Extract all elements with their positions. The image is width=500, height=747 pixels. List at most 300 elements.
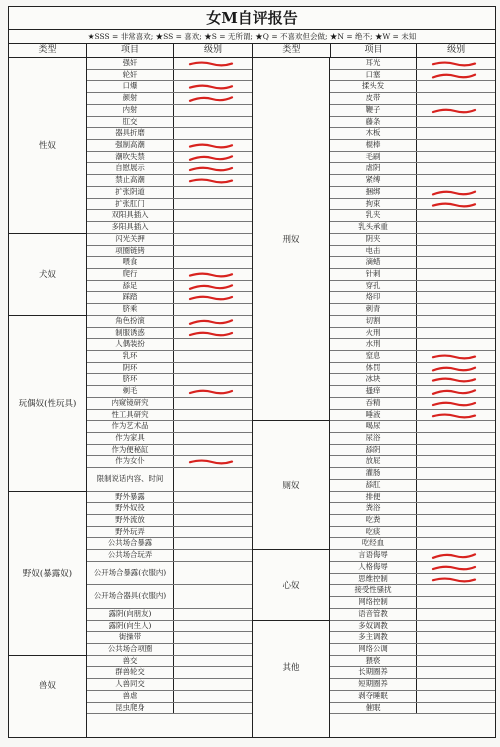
level-cell [174,585,252,607]
level-cell [174,70,252,81]
level-cell [417,117,495,128]
item-label: 虐阴 [330,163,417,174]
item-label: 火刑 [330,328,417,339]
item-label: 野外暴露 [87,492,174,503]
table-row [330,703,495,715]
level-cell [417,585,495,596]
red-pen-mark [431,564,477,571]
level-cell [417,152,495,163]
level-cell [417,210,495,221]
item-label: 兽交 [87,656,174,667]
table-row [87,210,252,222]
level-cell [174,456,252,467]
item-label: 扩张阴道 [87,187,174,198]
level-cell [417,328,495,339]
level-cell [417,292,495,303]
table-row [87,81,252,93]
item-label: 粪浴 [330,503,417,514]
category-label: 玩偶奴(性玩具) [9,316,86,492]
level-cell [417,421,495,432]
table-row [87,527,252,539]
level-cell [174,187,252,198]
table-row [330,292,495,304]
table-row [330,199,495,211]
item-label: 自慰展示 [87,163,174,174]
table-row [330,445,495,457]
item-label: 语音管教 [330,609,417,620]
item-label: 捆绑 [330,187,417,198]
level-cell [417,363,495,374]
item-label: 喝尿 [330,421,417,432]
level-cell [174,421,252,432]
header-level: 级别 [447,45,466,55]
table-row [330,644,495,656]
level-cell [174,433,252,444]
item-label: 棍棒 [330,140,417,151]
table-row [330,691,495,703]
table-row [87,492,252,504]
item-label: 剥夺睡眠 [330,691,417,702]
item-label: 藤条 [330,117,417,128]
item-label: 乳环 [87,351,174,362]
item-label: 水刑 [330,339,417,350]
table-row [87,70,252,82]
level-cell [417,456,495,467]
red-pen-mark [431,353,477,360]
table-row [87,445,252,457]
level-cell [417,609,495,620]
item-label: 群兽轮交 [87,667,174,678]
red-pen-mark [188,388,234,395]
table-row [87,632,252,644]
item-label: 言语侮辱 [330,550,417,561]
level-cell [417,656,495,667]
category-column [9,58,87,738]
item-label: 思维控制 [330,574,417,585]
table-row [87,421,252,433]
red-pen-mark [431,376,477,383]
item-label: 穿孔 [330,281,417,292]
item-label: 阴环 [87,363,174,374]
level-cell [174,609,252,620]
level-cell [174,468,252,490]
level-cell [174,246,252,257]
item-label: 剃毛 [87,386,174,397]
table-row [87,128,252,140]
level-cell [417,269,495,280]
item-label: 体罚 [330,363,417,374]
table-row [330,597,495,609]
table-row [330,70,495,82]
table-row [87,199,252,211]
level-cell [174,281,252,292]
table-row [87,703,252,715]
table-row [330,386,495,398]
table-row [330,339,495,351]
level-cell [417,703,495,714]
table-row [330,58,495,70]
category-label: 刑奴 [253,58,329,421]
table-row [330,632,495,644]
item-label: 脐乘 [87,304,174,315]
item-label: 兽虐 [87,691,174,702]
table-row [87,105,252,117]
table-row [87,503,252,515]
item-column [87,58,252,738]
item-label: 作为便秘缸 [87,445,174,456]
table-row [330,585,495,597]
item-label: 乳夹 [330,210,417,221]
item-label: 作为艺术品 [87,421,174,432]
table-row [330,398,495,410]
red-pen-mark [431,400,477,407]
level-cell [174,175,252,186]
table-row [330,480,495,492]
level-cell [417,492,495,503]
item-label: 乳头承重 [330,222,417,233]
table-row [87,468,252,491]
item-label: 颜射 [87,93,174,104]
table-row [87,585,252,608]
level-cell [174,374,252,385]
table-row [87,363,252,375]
level-cell [417,163,495,174]
item-label: 野外奴役 [87,503,174,514]
item-label: 舔足 [87,281,174,292]
item-label: 器具折磨 [87,128,174,139]
red-pen-mark [188,318,234,325]
table-row [330,679,495,691]
item-label: 滴蜡 [330,257,417,268]
table-row [87,398,252,410]
item-label: 灌肠 [330,468,417,479]
item-label: 内窥镜研究 [87,398,174,409]
red-pen-mark [188,165,234,172]
table-row [87,538,252,550]
item-label: 搔痒 [330,386,417,397]
table-row [87,269,252,281]
item-label: 木板 [330,128,417,139]
level-cell [174,292,252,303]
item-label: 制服诱惑 [87,328,174,339]
level-cell [417,527,495,538]
item-label: 潮吹失禁 [87,152,174,163]
table-row [330,621,495,633]
table-row [87,328,252,340]
red-pen-mark [431,72,477,79]
table-row [330,175,495,187]
item-label: 刺青 [330,304,417,315]
item-label: 扩张肛门 [87,199,174,210]
red-pen-mark [188,83,234,90]
level-cell [417,105,495,116]
item-label: 短期圈养 [330,679,417,690]
table-row [87,304,252,316]
level-cell [417,222,495,233]
item-label: 爬行 [87,269,174,280]
item-label: 强制高潮 [87,140,174,151]
table-row [330,515,495,527]
level-cell [174,527,252,538]
level-cell [417,234,495,245]
red-pen-mark [188,294,234,301]
table-row [330,316,495,328]
item-label: 揉头发 [330,81,417,92]
table-row [330,187,495,199]
level-cell [174,199,252,210]
table-row [87,163,252,175]
header-type: 类型 [253,44,331,57]
level-cell [174,117,252,128]
item-label: 切割 [330,316,417,327]
level-cell [417,550,495,561]
level-cell [417,70,495,81]
column-headers [9,44,252,58]
item-label: 窒息 [330,351,417,362]
item-label: 网络控制 [330,597,417,608]
level-cell [174,269,252,280]
table-row [330,374,495,386]
item-label: 肛交 [87,117,174,128]
level-cell [417,621,495,632]
rating-legend: ★SSS = 非常喜欢; ★SS = 喜欢; ★S = 无所谓; ★Q = 不喜欢但会做; ★N = 绝不; ★W = 未知 [9,30,495,44]
item-label: 接受性骚扰 [330,585,417,596]
table-row [330,117,495,129]
item-label: 电击 [330,246,417,257]
table-row [87,175,252,187]
level-cell [417,632,495,643]
item-label: 催眠 [330,703,417,714]
table-row [87,433,252,445]
table-row [87,621,252,633]
table-row [330,328,495,340]
item-label: 冰块 [330,374,417,385]
item-label: 人偶装扮 [87,339,174,350]
level-cell [417,398,495,409]
item-label: 尿浴 [330,433,417,444]
table-row [87,234,252,246]
red-pen-mark [188,95,234,102]
item-label: 多主调教 [330,632,417,643]
table-row [330,609,495,621]
item-label: 吃粪 [330,515,417,526]
level-cell [174,363,252,374]
category-label: 性奴 [9,58,86,234]
table-row [87,667,252,679]
level-cell [417,175,495,186]
table-row [87,316,252,328]
item-label: 禁止高潮 [87,175,174,186]
level-cell [174,58,252,69]
table-row [330,210,495,222]
table-row [330,503,495,515]
level-cell [174,667,252,678]
level-cell [417,339,495,350]
table-row [87,550,252,562]
item-label: 口爆 [87,81,174,92]
table-row [330,222,495,234]
table-row [87,656,252,668]
red-pen-mark [431,388,477,395]
category-label: 犬奴 [9,234,86,316]
red-pen-mark [188,142,234,149]
table-row [330,562,495,574]
level-cell [417,691,495,702]
item-label: 喂食 [87,257,174,268]
level-cell [174,503,252,514]
header-level: 级别 [203,45,222,55]
table-row [330,667,495,679]
level-cell [174,644,252,655]
level-cell [417,574,495,585]
level-cell [174,398,252,409]
item-label: 公共场合项圈 [87,644,174,655]
item-label: 毛刷 [330,152,417,163]
table-row [87,374,252,386]
item-label: 强奸 [87,58,174,69]
table-row [87,140,252,152]
level-cell [174,351,252,362]
red-pen-mark [188,458,234,465]
table-row [87,644,252,656]
level-cell [417,515,495,526]
table-row [87,339,252,351]
category-label: 兽奴 [38,681,56,691]
table-row [330,281,495,293]
item-label: 轮奸 [87,70,174,81]
red-pen-mark [431,576,477,583]
level-cell [417,468,495,479]
level-cell [174,140,252,151]
table-row [330,246,495,258]
table-row [87,257,252,269]
item-label: 阴夹 [330,234,417,245]
red-pen-mark [188,283,234,290]
level-cell [174,445,252,456]
report-sheet [8,6,496,738]
table-row [87,93,252,105]
level-cell [417,480,495,491]
table-row [330,304,495,316]
table-row [330,105,495,117]
level-cell [174,210,252,221]
level-cell [417,81,495,92]
table-row [330,538,495,550]
red-pen-mark [431,201,477,208]
right-table [252,44,495,737]
item-label: 放屁 [330,456,417,467]
level-cell [174,691,252,702]
level-cell [417,562,495,573]
level-cell [174,386,252,397]
item-label: 吞精 [330,398,417,409]
table-row [87,117,252,129]
table-row [330,421,495,433]
item-label: 鞭子 [330,105,417,116]
red-pen-mark [431,365,477,372]
level-cell [417,351,495,362]
level-cell [417,597,495,608]
item-label: 闪光关押 [87,234,174,245]
level-cell [174,679,252,690]
table-row [330,574,495,586]
level-cell [417,199,495,210]
item-label: 唾液 [330,410,417,421]
item-label: 公开场合暴露(衣服内) [87,562,174,584]
level-cell [174,328,252,339]
item-label: 紧缚 [330,175,417,186]
page-title: 女M自评报告 [9,7,495,30]
red-pen-mark [431,412,477,419]
level-cell [417,386,495,397]
level-cell [174,538,252,549]
level-cell [174,703,252,714]
item-label: 人兽同交 [87,679,174,690]
table-row [330,163,495,175]
level-cell [417,128,495,139]
left-table [9,44,252,737]
level-cell [417,410,495,421]
red-pen-mark [188,330,234,337]
item-label: 角色扮演 [87,316,174,327]
level-cell [174,128,252,139]
item-label: 公开场合器具(衣服内) [87,585,174,607]
category-label: 野奴(暴露奴) [9,492,86,656]
red-pen-mark [188,177,234,184]
level-cell [417,93,495,104]
table-row [87,410,252,422]
table-row [87,152,252,164]
level-cell [174,562,252,584]
level-cell [174,257,252,268]
item-label: 昆虫爬身 [87,703,174,714]
column-headers [253,44,495,58]
header-item: 项目 [87,44,174,57]
table-row [330,433,495,445]
level-cell [417,140,495,151]
level-cell [417,281,495,292]
table-row [330,410,495,422]
table-row [330,656,495,668]
item-label: 口塞 [330,70,417,81]
table-row [87,562,252,585]
level-cell [417,257,495,268]
item-label: 多阳具插入 [87,222,174,233]
level-cell [174,632,252,643]
item-label: 脐环 [87,374,174,385]
level-cell [174,152,252,163]
item-label: 项圈链铐 [87,246,174,257]
level-cell [174,515,252,526]
level-cell [417,644,495,655]
table-row [87,456,252,468]
item-label: 公共场合暴露 [87,538,174,549]
level-cell [174,81,252,92]
header-item: 项目 [331,44,418,57]
level-cell [417,667,495,678]
table-row [330,234,495,246]
table-row [330,492,495,504]
table-row [87,292,252,304]
red-pen-mark [188,154,234,161]
table-row [330,456,495,468]
table-row [330,257,495,269]
item-label: 舔阴 [330,445,417,456]
table-row [330,93,495,105]
item-label: 作为家具 [87,433,174,444]
item-label: 网络公调 [330,644,417,655]
level-cell [174,492,252,503]
